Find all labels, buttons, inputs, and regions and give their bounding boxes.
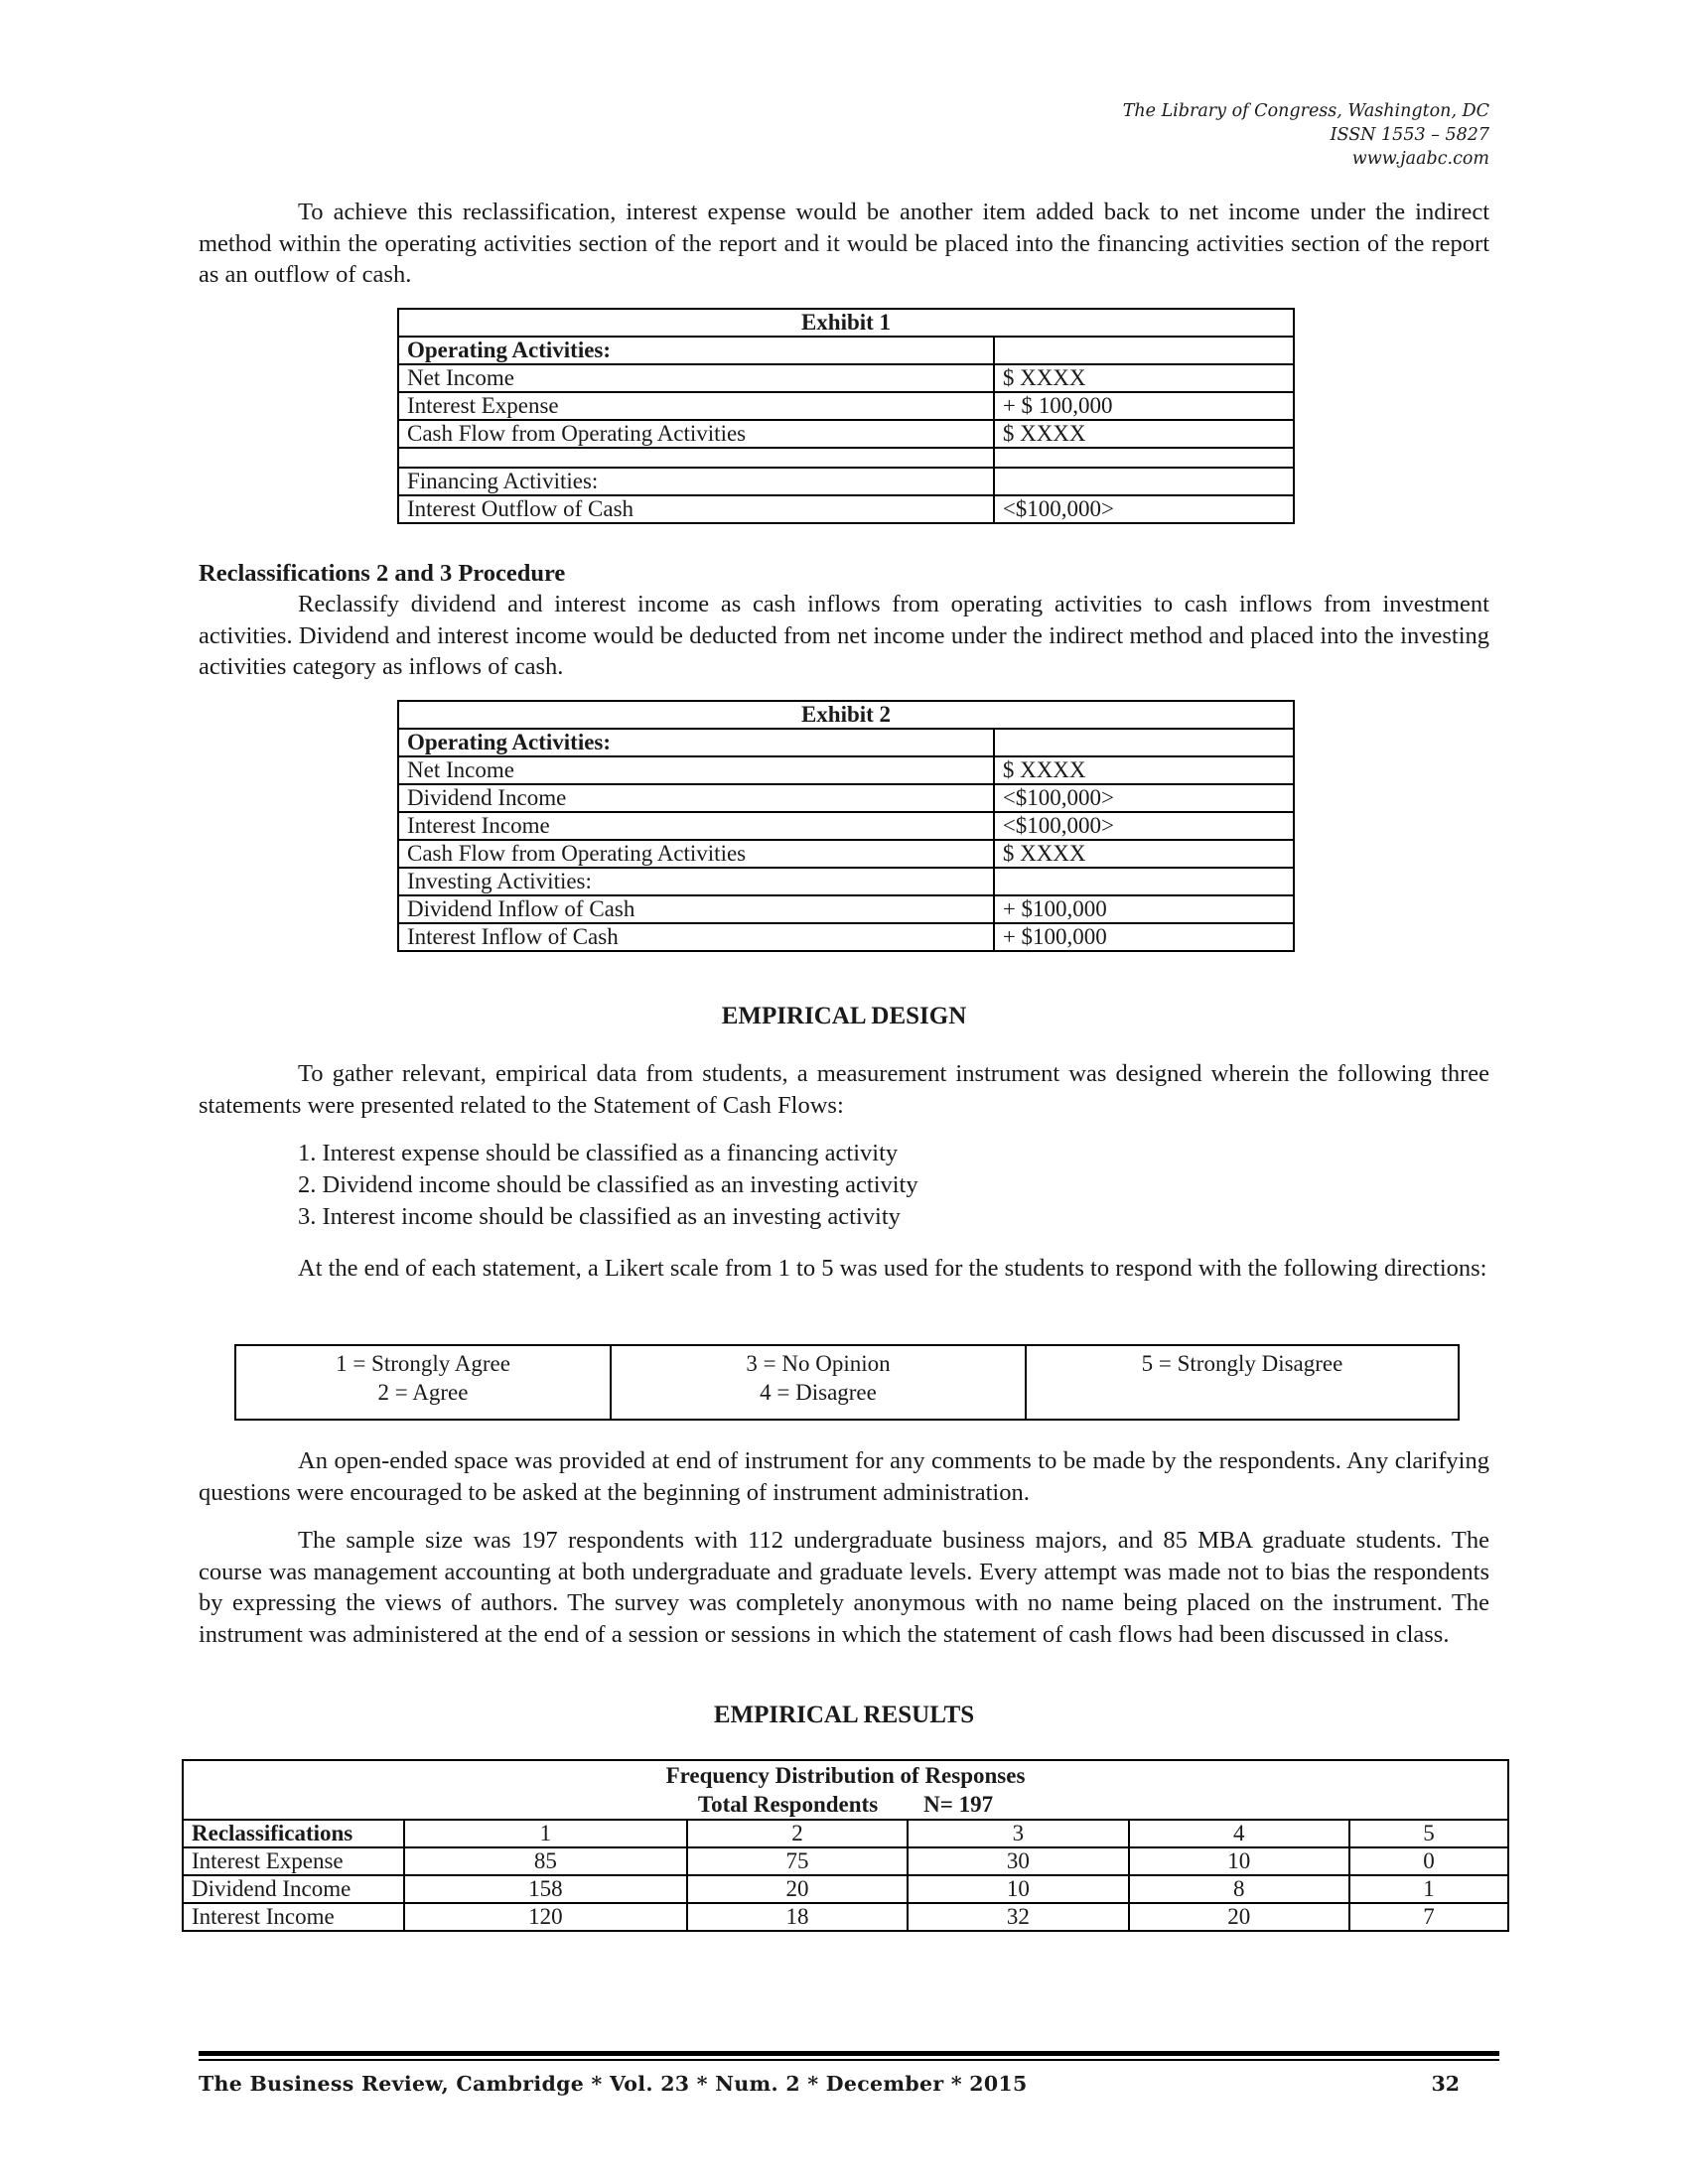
likert-column <box>611 1345 1026 1420</box>
table-cell: 30 <box>908 1847 1128 1875</box>
table-cell: 85 <box>404 1847 687 1875</box>
page-number: 32 <box>1431 2072 1460 2096</box>
table-cell: 75 <box>687 1847 908 1875</box>
running-header <box>894 99 1489 171</box>
scale-column-header: 5 <box>1349 1820 1508 1847</box>
footer-rule-thick <box>199 2051 1499 2056</box>
exhibit-2-row-label: Dividend Inflow of Cash <box>398 895 994 923</box>
table-row <box>183 1903 1508 1931</box>
reclassifications-heading: Reclassifications 2 and 3 Procedure <box>199 560 566 587</box>
exhibit-1-row-value <box>994 468 1294 495</box>
exhibit-2-row-label: Net Income <box>398 756 994 784</box>
exhibit-2-row-label: Operating Activities: <box>398 729 994 756</box>
table-cell: 8 <box>1129 1875 1349 1903</box>
exhibit-1-title: Exhibit 1 <box>398 309 1294 337</box>
likert-column <box>235 1345 611 1420</box>
frequency-table-caption <box>183 1760 1508 1820</box>
exhibit-1-spacer-cell <box>398 448 994 468</box>
exhibit-2-row-label: Dividend Income <box>398 784 994 812</box>
statement-item: 2. Dividend income should be classified as an investing activity <box>298 1171 918 1198</box>
scale-column-header: 3 <box>908 1820 1128 1847</box>
table-cell: 10 <box>1129 1847 1349 1875</box>
sample-paragraph: The sample size was 197 respondents with 112 undergraduate business majors, and 85 MBA graduate students. The course was management accounting at both undergraduate and graduate levels. Every attempt was made not to bias the respondents by expressing the views of authors. The survey was completely anonymous with no name being placed on the instrument. The instrument was administered at the end of a session or sessions in which the statement of cash flows had been discussed in class. <box>199 1527 1489 1648</box>
empirical-results-heading: EMPIRICAL RESULTS <box>713 1702 975 1728</box>
header-issn: ISSN 1553 – 5827 <box>1330 125 1489 145</box>
scale-column-header: 2 <box>687 1820 908 1847</box>
table-cell: 158 <box>404 1875 687 1903</box>
exhibit-1-row-value: + $ 100,000 <box>994 392 1294 420</box>
exhibit-2-row-value: <$100,000> <box>994 812 1294 840</box>
exhibit-1-row-value <box>994 337 1294 364</box>
table-cell: 0 <box>1349 1847 1508 1875</box>
frequency-distribution-table <box>182 1759 1509 1932</box>
exhibit-1-row-value: <$100,000> <box>994 495 1294 523</box>
exhibit-2-row-value: <$100,000> <box>994 784 1294 812</box>
statement-item: 1. Interest expense should be classified as a financing activity <box>298 1140 899 1166</box>
exhibit-1-row-label: Financing Activities: <box>398 468 994 495</box>
exhibit-2-row-value: $ XXXX <box>994 840 1294 868</box>
exhibit-2-row-value: $ XXXX <box>994 756 1294 784</box>
exhibit-2-row-value: + $100,000 <box>994 923 1294 951</box>
scale-column-header: 4 <box>1129 1820 1349 1847</box>
table-cell: 32 <box>908 1903 1128 1931</box>
row-label: Interest Expense <box>183 1847 404 1875</box>
statement-list <box>298 1138 918 1233</box>
likert-option: 4 = Disagree <box>760 1380 877 1405</box>
exhibit-1-spacer-cell <box>994 448 1294 468</box>
exhibit-1-row-label: Interest Outflow of Cash <box>398 495 994 523</box>
exhibit-2-row-label: Interest Income <box>398 812 994 840</box>
exhibit-1-row-label: Interest Expense <box>398 392 994 420</box>
footer-rule-thin <box>199 2059 1499 2061</box>
exhibit-1-table <box>397 308 1295 524</box>
empirical-design-heading: EMPIRICAL DESIGN <box>721 1003 967 1029</box>
likert-option: 1 = Strongly Agree <box>336 1351 510 1376</box>
frequency-caption-respondents: Total Respondents N= 197 <box>697 1792 994 1817</box>
header-library: The Library of Congress, Washington, DC <box>1122 101 1489 121</box>
design-paragraph: To gather relevant, empirical data from students, a measurement instrument was designed wherein the following three statements were presented related to the Statement of Cash Flows: <box>199 1060 1489 1119</box>
table-cell: 120 <box>404 1903 687 1931</box>
exhibit-1-row-value: $ XXXX <box>994 364 1294 392</box>
exhibit-2-table <box>397 700 1295 952</box>
likert-column <box>1026 1345 1459 1420</box>
table-cell: 1 <box>1349 1875 1508 1903</box>
row-label: Interest Income <box>183 1903 404 1931</box>
open-ended-paragraph: An open-ended space was provided at end of instrument for any comments to be made by the respondents. Any clarifying questions were encouraged to be asked at the beginning of instrument administration. <box>199 1447 1489 1506</box>
exhibit-1-row-label: Cash Flow from Operating Activities <box>398 420 994 448</box>
row-label: Dividend Income <box>183 1875 404 1903</box>
table-row <box>183 1875 1508 1903</box>
likert-scale-table <box>234 1344 1460 1421</box>
exhibit-2-title: Exhibit 2 <box>398 701 1294 729</box>
intro-paragraph: To achieve this reclassification, interest expense would be another item added back to net income under the indirect method within the operating activities section of the report and it would be placed into the financing activities section of the report as an outflow of cash. <box>199 199 1489 288</box>
reclassifications-column-header: Reclassifications <box>183 1820 404 1847</box>
footer-journal-citation: The Business Review, Cambridge * Vol. 23 * Num. 2 * December * 2015 <box>199 2072 1028 2096</box>
exhibit-1-row-label: Net Income <box>398 364 994 392</box>
likert-option: 2 = Agree <box>377 1380 469 1405</box>
exhibit-2-row-label: Investing Activities: <box>398 868 994 895</box>
table-cell: 20 <box>687 1875 908 1903</box>
header-website: www.jaabc.com <box>1351 149 1489 169</box>
likert-paragraph: At the end of each statement, a Likert scale from 1 to 5 was used for the students to respond with the following directions: <box>298 1255 1487 1282</box>
table-cell: 7 <box>1349 1903 1508 1931</box>
reclassifications-paragraph: Reclassify dividend and interest income as cash inflows from operating activities to cash inflows from investment activities. Dividend and interest income would be deducted from net income under the indirect method and placed into the investing activities category as inflows of cash. <box>199 591 1489 680</box>
table-cell: 20 <box>1129 1903 1349 1931</box>
scale-column-header: 1 <box>404 1820 687 1847</box>
exhibit-2-row-value <box>994 729 1294 756</box>
table-cell: 18 <box>687 1903 908 1931</box>
statement-item: 3. Interest income should be classified as an investing activity <box>298 1203 901 1230</box>
exhibit-2-row-label: Interest Inflow of Cash <box>398 923 994 951</box>
table-cell: 10 <box>908 1875 1128 1903</box>
table-row <box>183 1847 1508 1875</box>
exhibit-2-row-value <box>994 868 1294 895</box>
exhibit-1-row-value: $ XXXX <box>994 420 1294 448</box>
frequency-caption-title: Frequency Distribution of Responses <box>665 1763 1026 1788</box>
likert-option: 5 = Strongly Disagree <box>1141 1351 1343 1376</box>
exhibit-2-row-label: Cash Flow from Operating Activities <box>398 840 994 868</box>
likert-option: 3 = No Opinion <box>746 1351 891 1376</box>
exhibit-1-row-label: Operating Activities: <box>398 337 994 364</box>
exhibit-2-row-value: + $100,000 <box>994 895 1294 923</box>
